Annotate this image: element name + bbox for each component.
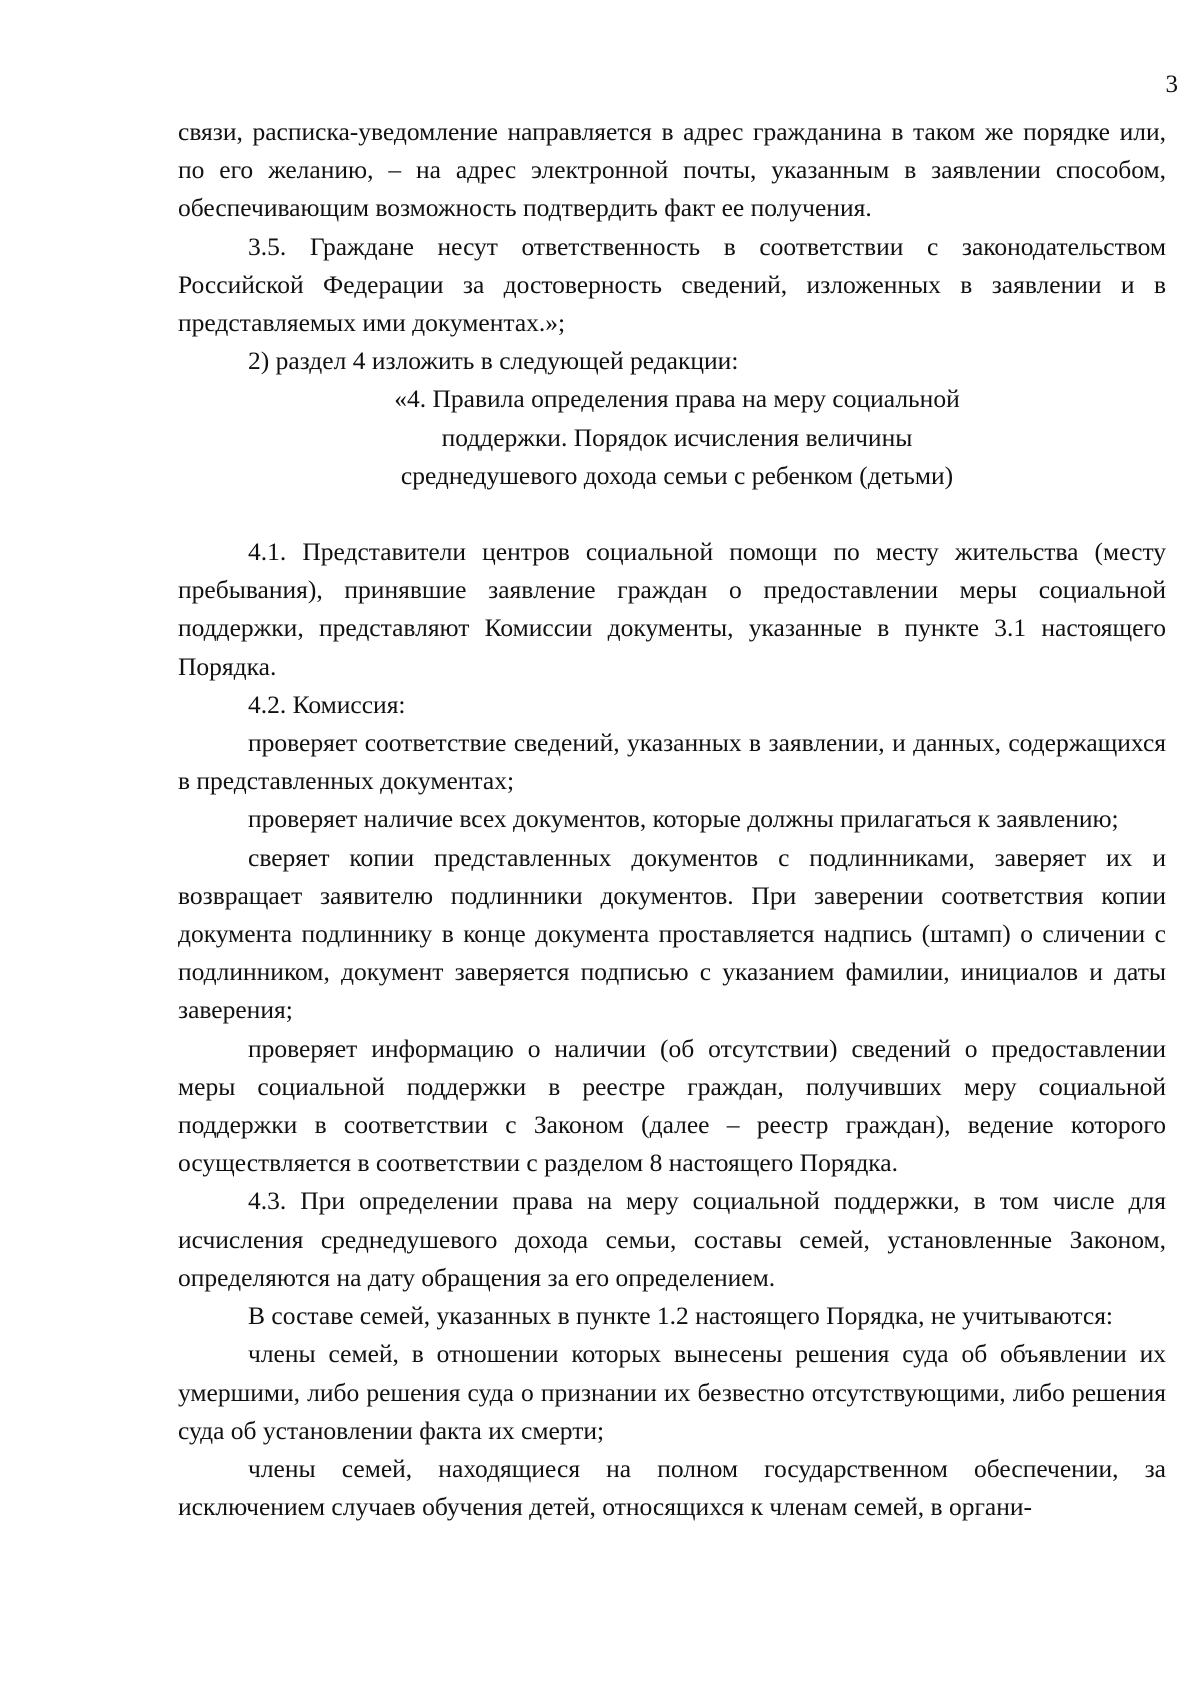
heading-spacer — [178, 495, 1166, 533]
section-4-heading — [178, 380, 1166, 495]
page-number: 3 — [1165, 71, 1178, 98]
paragraph-state-support-members: члены семей, находящиеся на полном государственном обеспечении, за исключением случаев обучения детей, относящихся к членам семей, в органи- — [178, 1453, 1166, 1522]
heading-line-1: «4. Правила определения права на меру социальной — [394, 384, 960, 414]
paragraph-4-2: 4.2. Комиссия: — [248, 689, 406, 719]
paragraph-verifies-copies: сверяет копии представленных документов с подлинниками, заверяет их и возвращает заявителю подлинники документов. При заверении соответствия копии документа подлиннику в конце документа проставляется надпись (штамп) о сличении с подлинником, документ заверяется подписью с указанием фамилии, инициалов и даты заверения; — [178, 842, 1166, 1025]
document-body — [178, 113, 1166, 1526]
paragraph-checks-registry: проверяет информацию о наличии (об отсутствии) сведений о предоставлении меры социальной поддержки в реестре граждан, получивших меру социальной поддержки в соответствии с Законом (далее – реестр граждан), ведение которого осуществляется в соответствии с разделом 8 настоящего Порядка. — [178, 1033, 1166, 1178]
paragraph-continuation: связи, расписка-уведомление направляется в адрес гражданина в таком же порядке или, по его желанию, – на адрес электронной почты, указанным в заявлении способом, обеспечивающим возможность подтвердить факт ее получения. — [178, 117, 1166, 223]
paragraph-checks-info: проверяет соответствие сведений, указанных в заявлении, и данных, содержащихся в представленных документах; — [178, 728, 1166, 796]
heading-line-3: среднедушевого дохода семьи с ребенком (детьми) — [400, 460, 954, 490]
paragraph-3-5: 3.5. Граждане несут ответственность в соответствии с законодательством Российской Федерации за достоверность сведений, изложенных в заявлении и в представляемых ими документах.»; — [178, 231, 1166, 338]
paragraph-checks-documents: проверяет наличие всех документов, которые должны прилагаться к заявлению; — [248, 804, 1119, 834]
paragraph-4-1: 4.1. Представители центров социальной помощи по месту жительства (месту пребывания), принявшие заявление граждан о предоставлении меры социальной поддержки, представляют Комиссии документы, указанные в пункте 3.1 настоящего Порядка. — [178, 537, 1166, 681]
paragraph-not-counted: В составе семей, указанных в пункте 1.2 настоящего Порядка, не учитываются: — [248, 1301, 1114, 1331]
heading-line-2: поддержки. Порядок исчисления величины — [441, 422, 913, 452]
paragraph-deceased-members: члены семей, в отношении которых вынесены решения суда об объявлении их умершими, либо решения суда о признании их безвестно отсутствующими, либо решения суда об установлении факта их смерти; — [178, 1339, 1166, 1445]
paragraph-amendment-2: 2) раздел 4 изложить в следующей редакции: — [248, 346, 739, 376]
paragraph-4-3: 4.3. При определении права на меру социальной поддержки, в том числе для исчисления среднедушевого дохода семьи, составы семей, установленные Законом, определяются на дату обращения за его определением. — [178, 1186, 1166, 1292]
